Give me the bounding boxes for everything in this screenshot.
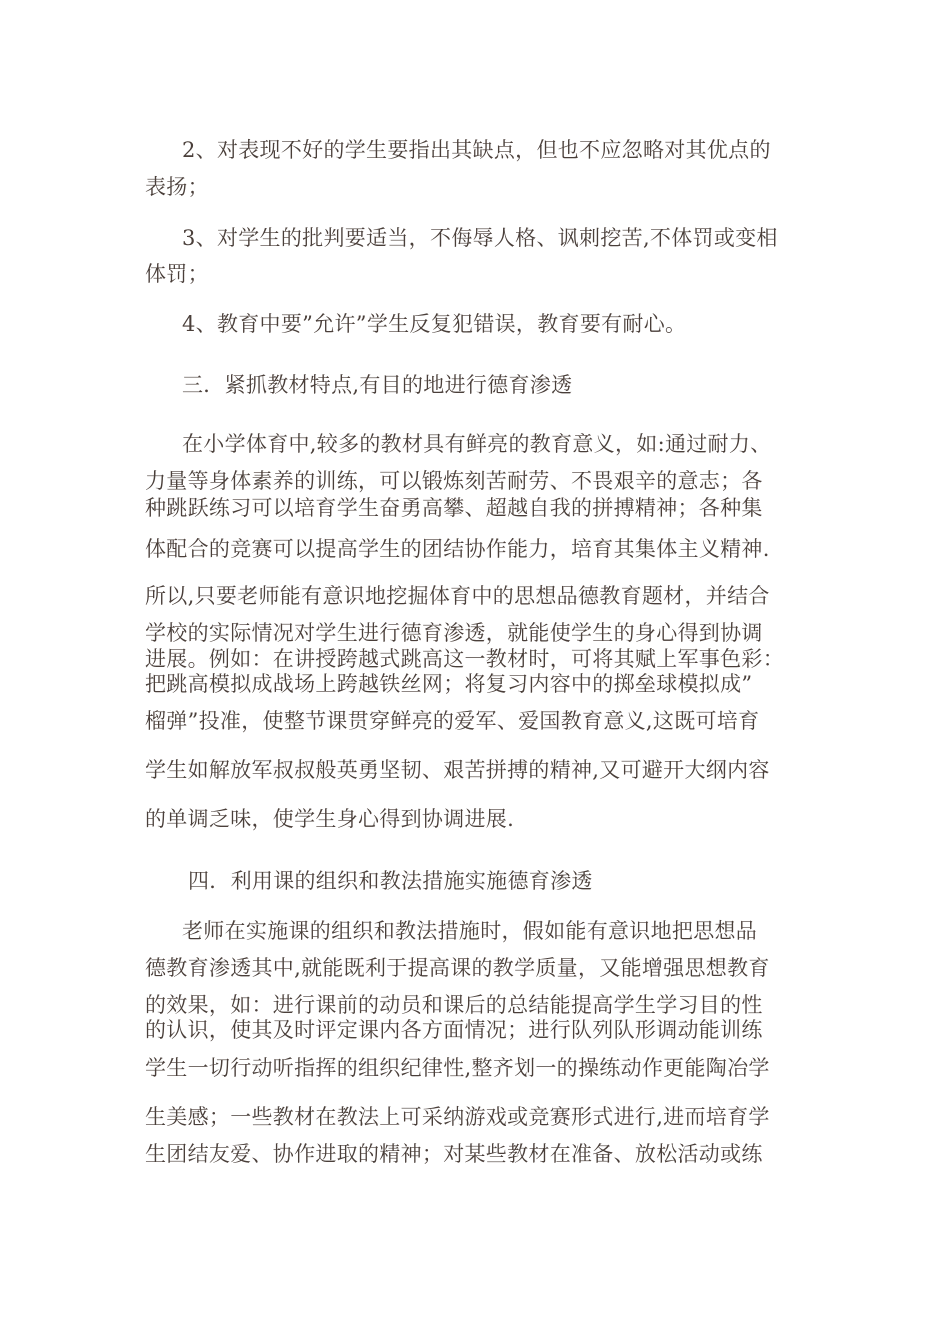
paragraph-line: 生美感；一些教材在教法上可采纳游戏或竞赛形式进行,进而培育学 [145,1105,770,1129]
paragraph-line: 体罚； [145,262,209,286]
paragraph-line: 老师在实施课的组织和教法措施时，假如能有意识地把思想品 [182,919,758,943]
section-heading: 四．利用课的组织和教法措施实施德育渗透 [188,869,593,893]
paragraph-line: 的认识，使其及时评定课内各方面情况；进行队列队形调动能训练 [145,1018,763,1042]
paragraph-line: 的效果，如：进行课前的动员和课后的总结能提高学生学习目的性 [145,993,763,1017]
paragraph-line: 体配合的竞赛可以提高学生的团结协作能力，培育其集体主义精神. [145,537,770,561]
paragraph-line: 2、对表现不好的学生要指出其缺点，但也不应忽略对其优点的 [182,138,771,162]
paragraph-line: 德教育渗透其中,就能既利于提高课的教学质量，又能增强思想教育 [145,956,770,980]
paragraph-line: 进展。例如：在讲授跨越式跳高这一教材时，可将其赋上军事色彩： [145,647,784,671]
paragraph-line: 把跳高模拟成战场上跨越铁丝网；将复习内容中的掷垒球模拟成” [145,672,753,696]
paragraph-line: 4、教育中要”允许”学生反复犯错误，教育要有耐心。 [182,312,687,336]
paragraph-line: 在小学体育中,较多的教材具有鲜亮的教育意义，如:通过耐力、 [182,432,772,456]
paragraph-line: 的单调乏味，使学生身心得到协调进展. [145,807,515,831]
paragraph-line: 榴弹”投准，使整节课贯穿鲜亮的爱军、爱国教育意义,这既可培育 [145,709,760,733]
paragraph-line: 学生如解放军叔叔般英勇坚韧、艰苦拼搏的精神,又可避开大纲内容 [145,758,770,782]
paragraph-line: 力量等身体素养的训练，可以锻炼刻苦耐劳、不畏艰辛的意志；各 [145,469,763,493]
paragraph-line: 种跳跃练习可以培育学生奋勇高攀、超越自我的拼搏精神；各种集 [145,496,763,520]
paragraph-line: 3、对学生的批判要适当，不侮辱人格、讽刺挖苦,不体罚或变相 [182,226,778,250]
section-heading: 三．紧抓教材特点,有目的地进行德育渗透 [182,373,573,397]
paragraph-line: 所以,只要老师能有意识地挖掘体育中的思想品德教育题材，并结合 [145,584,770,608]
paragraph-line: 生团结友爱、协作进取的精神；对某些教材在准备、放松活动或练 [145,1142,763,1166]
paragraph-line: 学生一切行动听指挥的组织纪律性,整齐划一的操练动作更能陶冶学 [145,1056,770,1080]
paragraph-line: 学校的实际情况对学生进行德育渗透，就能使学生的身心得到协调 [145,621,763,645]
paragraph-line: 表扬； [145,175,209,199]
